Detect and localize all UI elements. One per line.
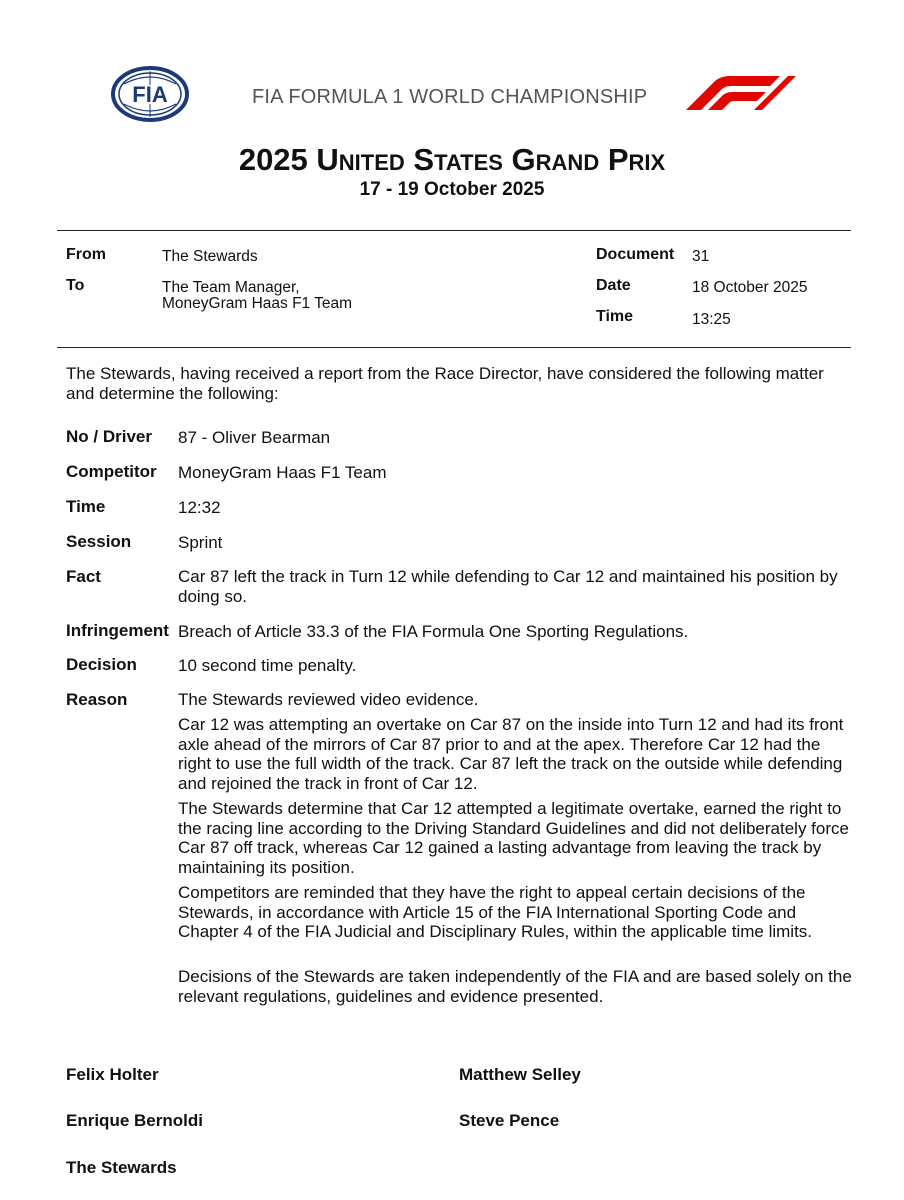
decision-label: Decision [66, 655, 137, 674]
steward-name: Felix Holter [66, 1065, 159, 1084]
document-label: Document [596, 246, 675, 263]
to-label: To [66, 277, 85, 294]
stewards-footer: The Stewards [66, 1158, 177, 1177]
fia-logo-text: FIA [132, 82, 168, 107]
f1-logo [684, 76, 796, 110]
reason-paragraph: Decisions of the Stewards are taken independently of the FIA and are based solely on the relevant regulations, guidelines and evidence presented. [178, 967, 852, 1006]
event-title: 2025 United States Grand Prix [238, 142, 666, 177]
from-label: From [66, 246, 106, 263]
reason-label: Reason [66, 690, 128, 709]
decision-value: 10 second time penalty. [178, 656, 357, 675]
driver-value: 87 - Oliver Bearman [178, 428, 331, 447]
driver-label: No / Driver [66, 427, 152, 446]
time-field-label: Time [66, 497, 106, 516]
fia-logo [110, 66, 190, 122]
time-value: 13:25 [692, 311, 731, 328]
document-value: 31 [692, 248, 710, 265]
header-divider-top [57, 230, 851, 231]
reason-paragraph: Competitors are reminded that they have the right to appeal certain decisions of the Stewards, in accordance with Article 15 of the FIA International Sporting Code and Chapter 4 of the FIA Judicial and Disciplinary Rules, within the applicable time limits. [178, 883, 813, 941]
to-value-line-1: The Team Manager, [162, 279, 300, 296]
infringement-value: Breach of Article 33.3 of the FIA Formula One Sporting Regulations. [178, 622, 689, 641]
date-label: Date [596, 277, 631, 294]
header-divider-bottom [57, 347, 851, 348]
steward-name: Matthew Selley [459, 1065, 581, 1084]
steward-name: Steve Pence [459, 1111, 560, 1130]
championship-title: FIA FORMULA 1 WORLD CHAMPIONSHIP [252, 86, 648, 108]
fact-label: Fact [66, 567, 101, 586]
time-field-value: 12:32 [178, 498, 221, 517]
competitor-label: Competitor [66, 462, 157, 481]
intro-paragraph: The Stewards, having received a report from the Race Director, have considered the following matter and determine the following: [66, 364, 824, 403]
to-value-line-2: MoneyGram Haas F1 Team [162, 295, 353, 312]
session-label: Session [66, 532, 132, 551]
reason-paragraph: The Stewards reviewed video evidence. [178, 690, 479, 709]
reason-paragraph: Car 12 was attempting an overtake on Car 87 on the inside into Turn 12 and had its front axle ahead of the mirrors of Car 87 prior to and at the apex. Therefore Car 12 had the right to use the full width of the track. Car 87 left the track on the outside while defending and rejoined the track in front of Car 12. [178, 715, 844, 793]
reason-paragraph: The Stewards determine that Car 12 attempted a legitimate overtake, earned the right to the racing line according to the Driving Standard Guidelines and did not deliberately force Car 87 off track, whereas Car 12 gained a lasting advantage from leaving the track by maintaining its position. [178, 799, 849, 877]
fact-value: Car 87 left the track in Turn 12 while defending to Car 12 and maintained his position by doing so. [178, 567, 838, 606]
session-value: Sprint [178, 533, 223, 552]
date-value: 18 October 2025 [692, 279, 808, 296]
competitor-value: MoneyGram Haas F1 Team [178, 463, 387, 482]
infringement-label: Infringement [66, 621, 169, 640]
event-dates: 17 - 19 October 2025 [359, 179, 545, 200]
time-label: Time [596, 308, 634, 325]
from-value: The Stewards [162, 248, 258, 265]
steward-name: Enrique Bernoldi [66, 1111, 203, 1130]
